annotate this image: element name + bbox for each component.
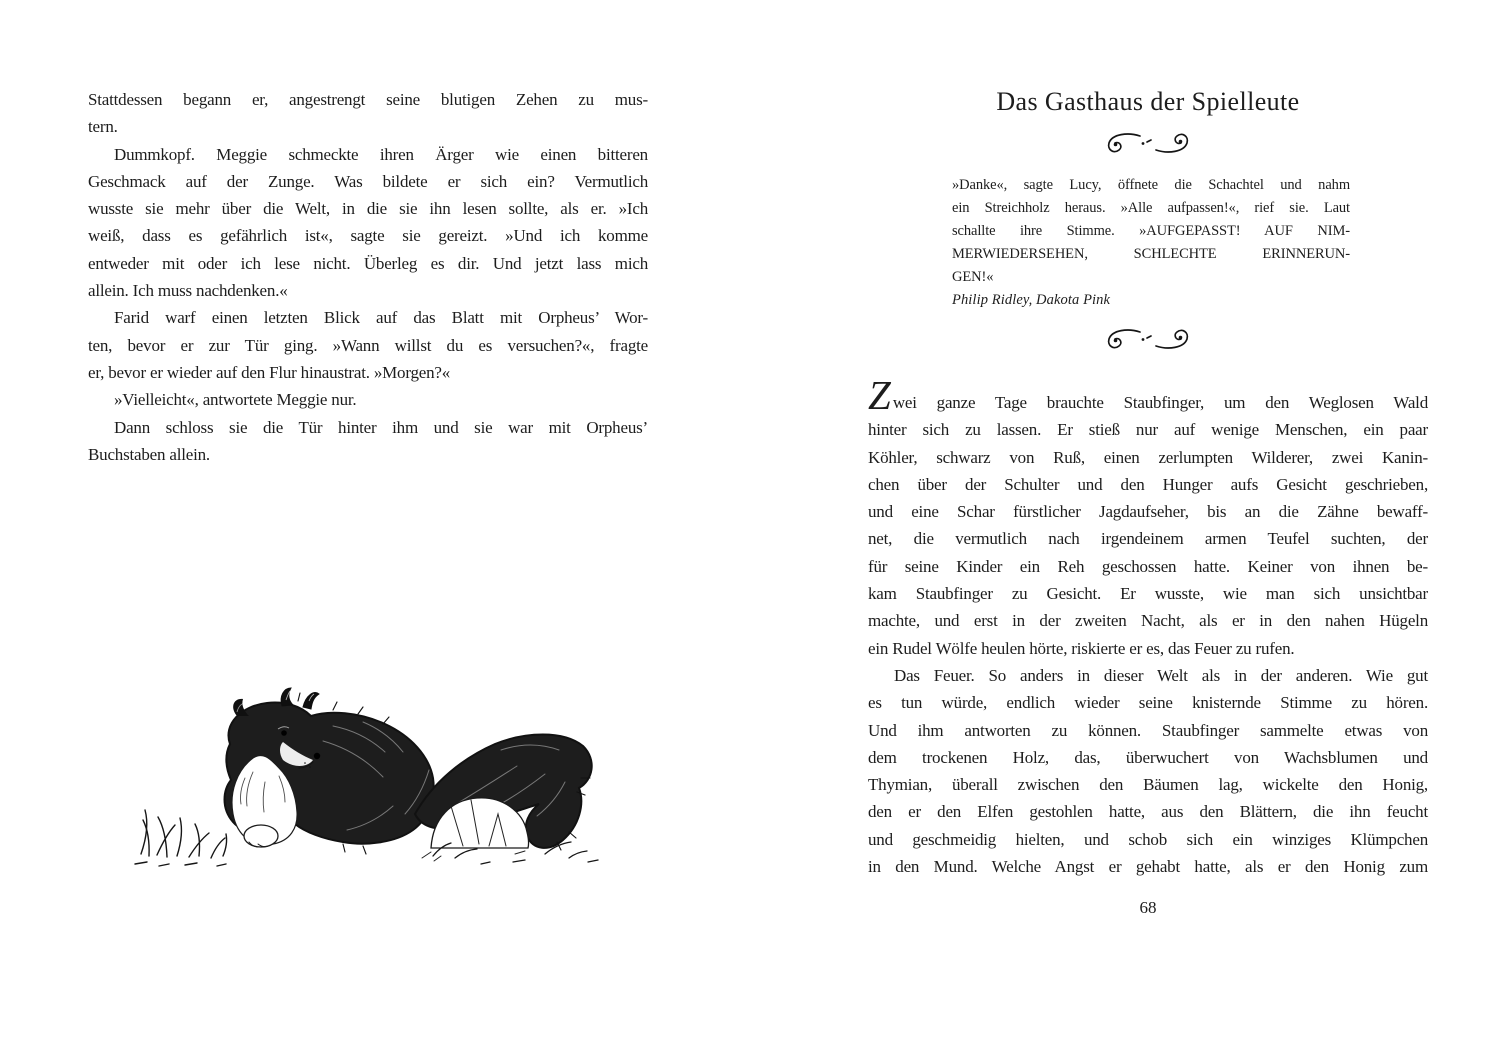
flourish-ornament-bottom: [868, 326, 1428, 357]
text-line: Dummkopf. Meggie schmeckte ihren Ärger wie einen bitteren: [114, 144, 648, 164]
text-line: schallte ihre Stimme. »AUFGEPASST! AUF NIM-: [952, 223, 1350, 239]
text-line: dem trockenen Holz, das, überwuchert von Wachsblumen und: [868, 747, 1428, 767]
flourish-ornament-top: [868, 130, 1428, 161]
body-lines: [868, 416, 1428, 880]
text-line: Dann schloss sie die Tür hinter ihm und sie war mit Orpheus’: [114, 417, 648, 437]
text-line: Geschmack auf der Zunge. Was bildete er sich ein? Vermutlich: [88, 171, 648, 191]
text-line: entweder mit oder ich lese nicht. Überleg es dir. Und jetzt lass mich: [88, 253, 648, 273]
page-number: 68: [1139, 898, 1157, 917]
text-line: und geschmeidig hielten, und schob sich ein winziges Klümpchen: [868, 829, 1428, 849]
text-line: und eine Schar fürstlicher Jagdaufseher, bis an die Zähne bewaff-: [868, 502, 1428, 522]
text-line: Thymian, überall zwischen den Bäumen lag, wickelte den Honig,: [868, 775, 1428, 795]
text-line: tern.: [88, 117, 118, 137]
text-line: für seine Kinder ein Reh geschossen hatte. Keiner von ihnen be-: [868, 556, 1428, 576]
text-line: chen über der Schulter und den Hunger aufs Gesicht geschrieben,: [868, 474, 1428, 494]
text-line: Und ihm antworten zu können. Staubfinger sammelte etwas von: [868, 720, 1428, 740]
text-line: »Danke«, sagte Lucy, öffnete die Schachtel und nahm: [952, 177, 1350, 193]
marten-illustration: [133, 686, 603, 881]
text-line: Stattdessen begann er, angestrengt seine blutigen Zehen zu mus-: [88, 90, 648, 109]
text-line: ten, bevor er zur Tür ging. »Wann willst du es versuchen?«, fragte: [88, 335, 648, 355]
text-line: wusste sie mehr über die Welt, in die sie ihn lesen sollte, als er. »Ich: [88, 199, 648, 219]
text-line: »Vielleicht«, antwortete Meggie nur.: [114, 390, 357, 410]
grass-tuft-left: [135, 810, 227, 866]
chapter-title: Das Gasthaus der Spielleute: [996, 87, 1300, 116]
text-line-with-dropcap: [868, 372, 1428, 418]
text-line: den er den Elfen gestohlen hatte, aus den Blättern, die ihn feucht: [868, 802, 1428, 822]
text-line: Köhler, schwarz von Ruß, einen zerlumpten Wilderer, zwei Kanin-: [868, 447, 1428, 467]
text-line: ein Streichholz heraus. »Alle aufpassen!«, rief sie. Laut: [952, 200, 1350, 216]
text-line: hinter sich zu lassen. Er stieß nur auf wenige Menschen, ein paar: [868, 420, 1428, 440]
text-line: machte, und erst in der zweiten Nacht, als er in den nahen Hügeln: [868, 611, 1428, 631]
swirl-flourish-icon: [1100, 326, 1196, 352]
text-line: ein Rudel Wölfe heulen hörte, riskierte er es, das Feuer zu rufen.: [868, 638, 1295, 658]
first-line-text: wei ganze Tage brauchte Staubfinger, um den Weglosen Wald: [892, 393, 1428, 412]
drop-cap-initial: Z: [868, 372, 891, 418]
swirl-flourish-icon: [1100, 130, 1196, 156]
text-line: MERWIEDERSEHEN, SCHLECHTE ERINNERUN-: [952, 246, 1350, 262]
chapter-epigraph: [952, 174, 1350, 312]
text-line: net, die vermutlich nach irgendeinem armen Teufel suchten, der: [868, 529, 1428, 549]
text-line: kam Staubfinger zu Gesicht. Er wusste, wie man sich unsichtbar: [868, 584, 1428, 604]
text-line: weiß, dass es gefährlich ist«, sagte sie gereizt. »Und ich komme: [88, 226, 648, 246]
text-line: GEN!«: [952, 269, 994, 285]
text-line: Das Feuer. So anders in dieser Welt als in der anderen. Wie gut: [894, 665, 1428, 685]
epigraph-lines: [952, 174, 1350, 289]
text-line: allein. Ich muss nachdenken.«: [88, 281, 288, 301]
text-line: Farid warf einen letzten Blick auf das Blatt mit Orpheus’ Wor-: [114, 308, 648, 328]
left-page-text-block: [88, 86, 648, 468]
chapter-body: [868, 372, 1428, 880]
text-line: in den Mund. Welche Angst er gehabt hatte, als er den Honig zum: [868, 857, 1428, 877]
text-line: Buchstaben allein.: [88, 444, 210, 464]
text-line: es tun würde, endlich wieder seine knisternde Stimme zu hören.: [868, 693, 1428, 713]
epigraph-attribution: Philip Ridley, Dakota Pink: [952, 292, 1111, 308]
text-line: er, bevor er wieder auf den Flur hinaustrat. »Morgen?«: [88, 362, 451, 382]
